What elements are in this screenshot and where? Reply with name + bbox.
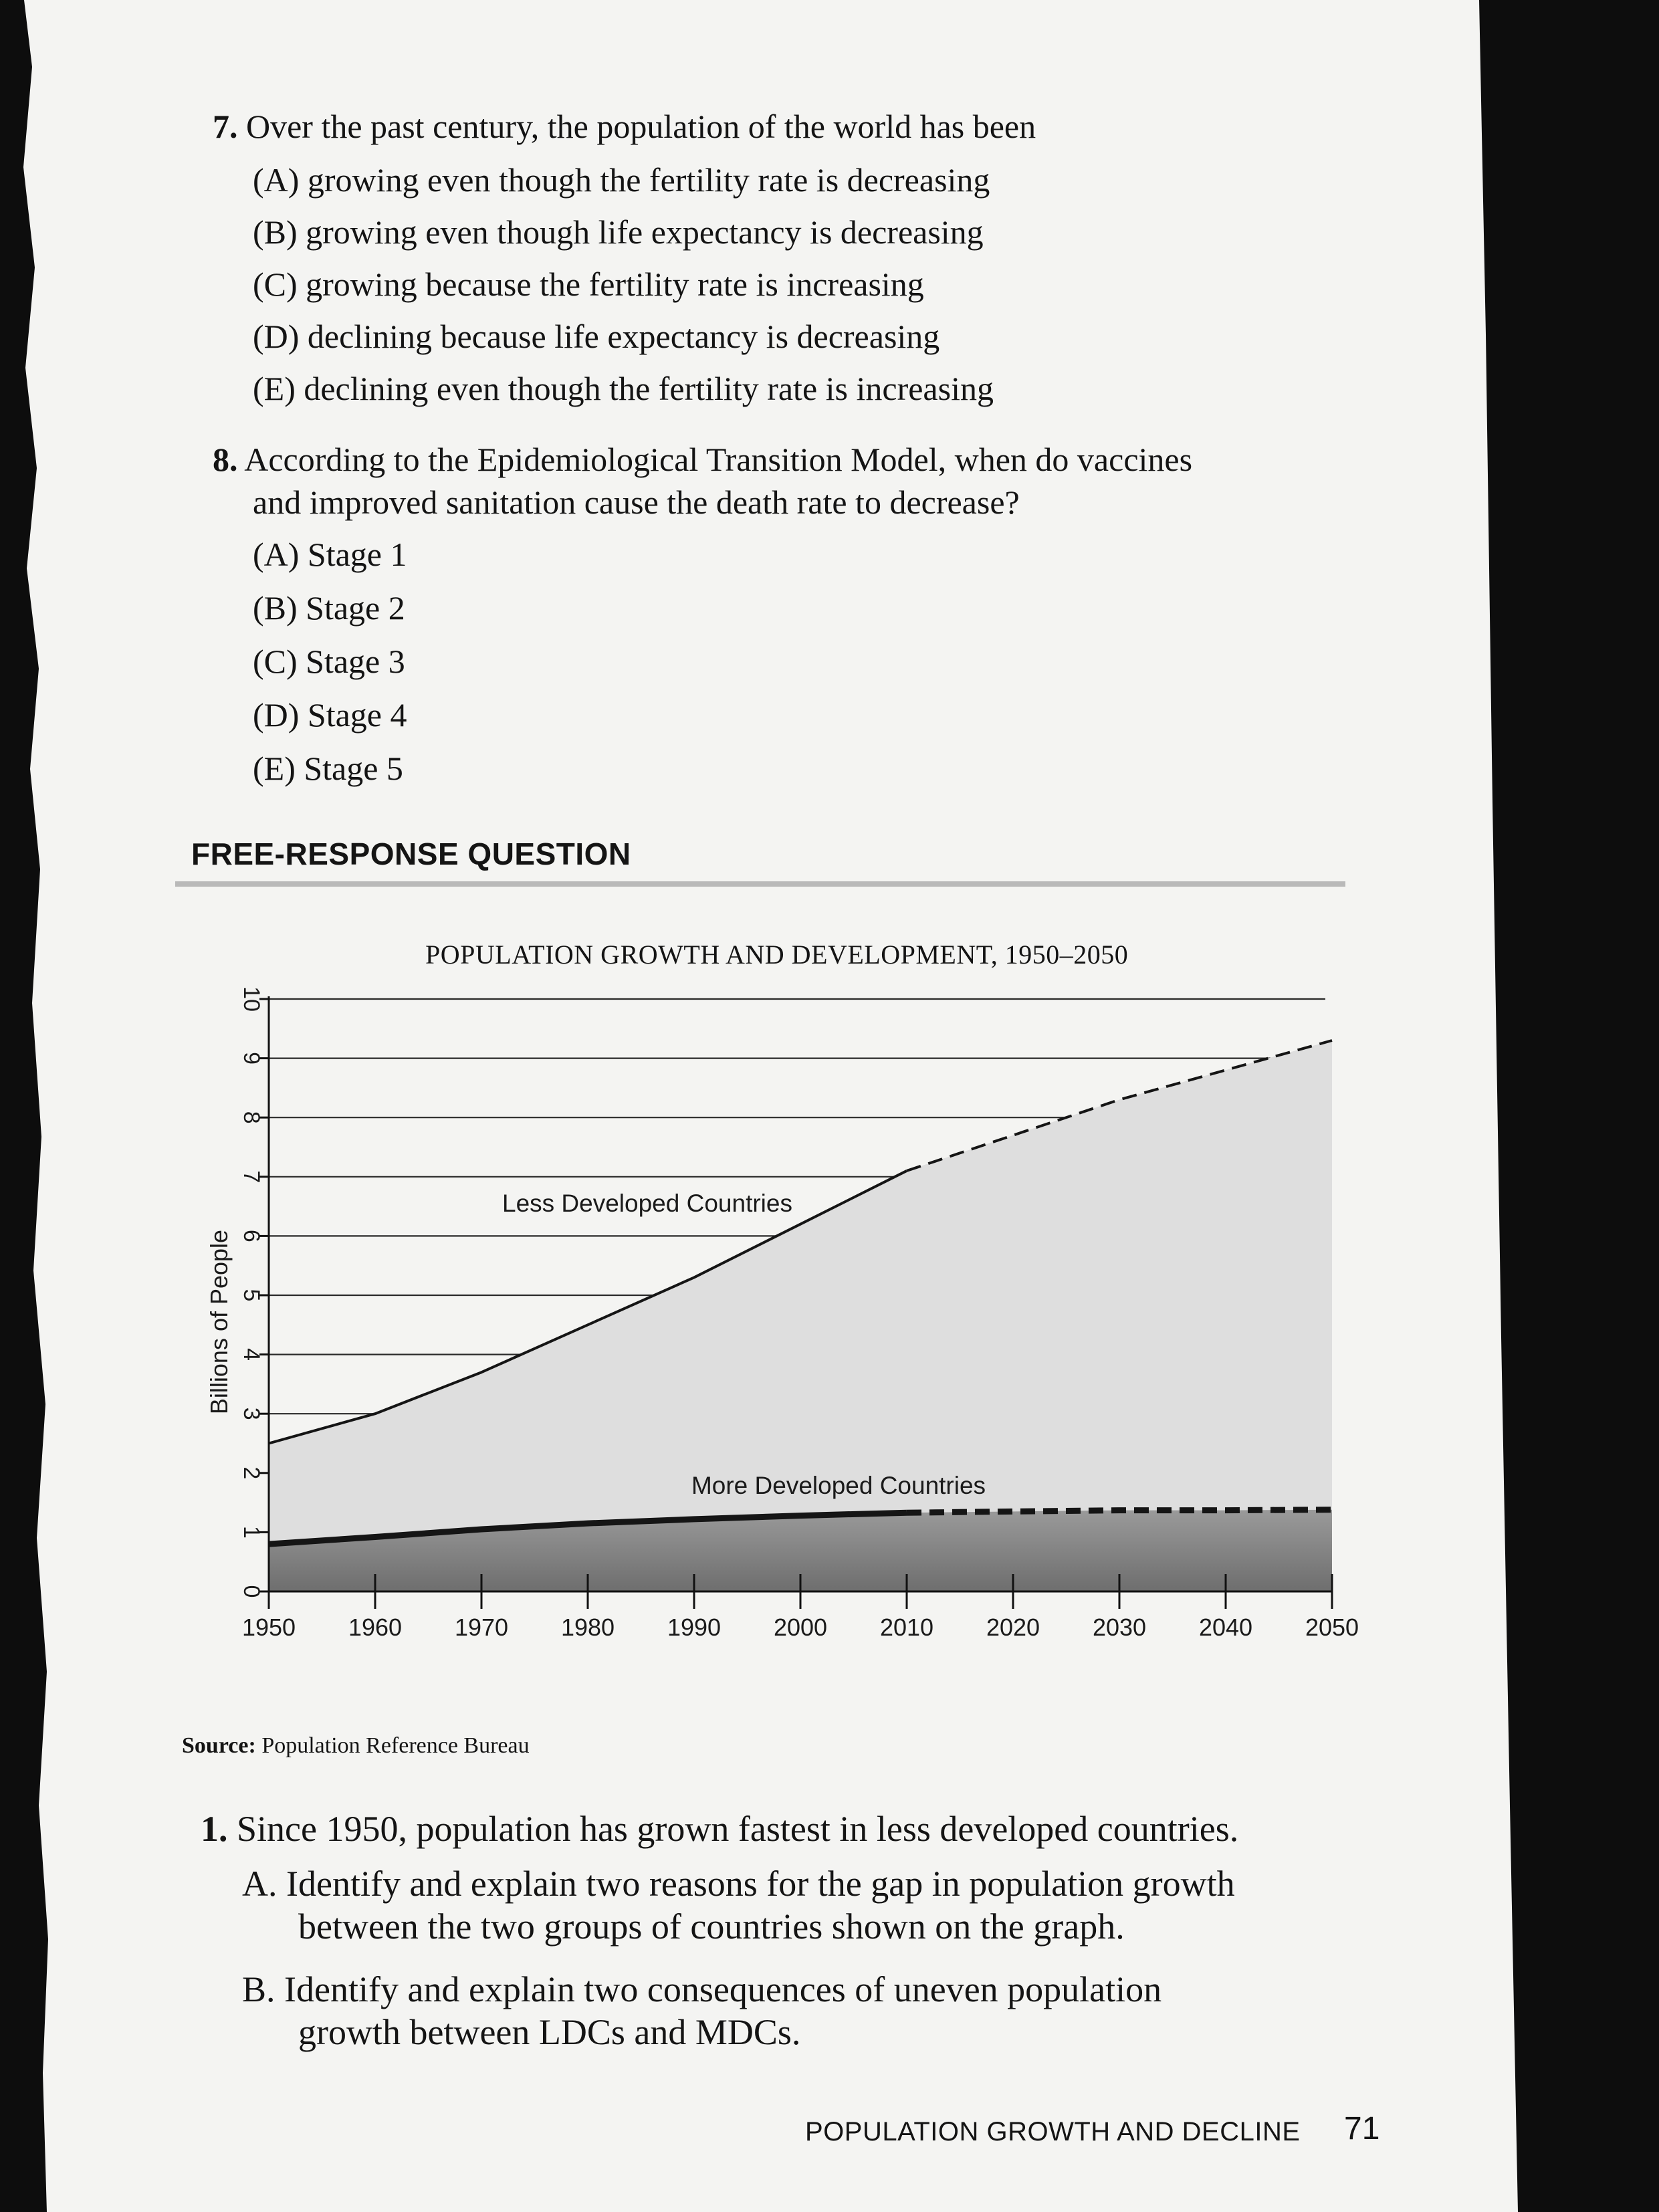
frq-part-b-text-1: Identify and explain two consequences of uneven population	[284, 1969, 1162, 2009]
question-8-number: 8.	[213, 441, 238, 478]
x-tick-label-2000: 2000	[773, 1614, 828, 1641]
x-tick-label-1960: 1960	[348, 1614, 403, 1641]
y-tick-label-6: 6	[239, 1229, 265, 1242]
frq-part-a-text-2: between the two groups of countries shown on the graph.	[298, 1906, 1125, 1947]
y-tick-label-4: 4	[239, 1348, 265, 1361]
frq-part-a-text-1: Identify and explain two reasons for the gap in population growth	[286, 1864, 1235, 1904]
question-8-option-e: (E) Stage 5	[253, 750, 403, 787]
y-tick-label-5: 5	[239, 1289, 265, 1302]
question-8-option-b: (B) Stage 2	[253, 589, 405, 627]
y-tick-label-9: 9	[239, 1052, 265, 1065]
x-tick-label-1990: 1990	[667, 1614, 722, 1641]
question-7-text: Over the past century, the population of the world has been	[246, 108, 1036, 145]
chart-source-text: Population Reference Bureau	[261, 1733, 530, 1758]
question-7-option-a: (A) growing even though the fertility rate is decreasing	[253, 161, 990, 199]
question-8-text-line-2: and improved sanitation cause the death rate to decrease?	[253, 483, 1020, 521]
frq-part-a-letter: A.	[242, 1864, 278, 1904]
question-8-option-d: (D) Stage 4	[253, 696, 407, 734]
y-tick-label-10: 10	[239, 986, 265, 1012]
y-axis-title: Billions of People	[205, 1229, 233, 1415]
footer-chapter-title: POPULATION GROWTH AND DECLINE	[805, 2117, 1301, 2146]
x-tick-label-2050: 2050	[1305, 1614, 1359, 1641]
y-tick-label-1: 1	[239, 1525, 265, 1539]
question-7-option-e: (E) declining even though the fertility rate is increasing	[253, 370, 994, 407]
page-number: 71	[1344, 2111, 1380, 2146]
chart-title: POPULATION GROWTH AND DEVELOPMENT, 1950–2050	[425, 939, 1129, 970]
x-tick-label-2040: 2040	[1198, 1614, 1253, 1641]
y-tick-label-7: 7	[239, 1170, 265, 1184]
x-tick-label-2030: 2030	[1092, 1614, 1147, 1641]
y-tick-label-2: 2	[239, 1466, 265, 1480]
frq-question-1-number: 1.	[201, 1809, 228, 1849]
x-tick-label-1950: 1950	[241, 1614, 296, 1641]
question-7-option-b: (B) growing even though life expectancy is decreasing	[253, 213, 984, 251]
frq-part-b-letter: B.	[242, 1969, 275, 2009]
frq-part-b-text-2: growth between LDCs and MDCs.	[298, 2012, 801, 2052]
x-tick-label-2020: 2020	[986, 1614, 1040, 1641]
frq-question-1	[201, 1811, 1238, 1847]
x-tick-label-1970: 1970	[454, 1614, 509, 1641]
ldc-series-label: Less Developed Countries	[502, 1190, 792, 1217]
ldc-area	[269, 1040, 1332, 1544]
question-7-number: 7.	[213, 108, 238, 145]
y-tick-label-0: 0	[239, 1585, 265, 1598]
frq-question-1-text: Since 1950, population has grown fastest in less developed countries.	[237, 1809, 1239, 1849]
y-tick-label-3: 3	[239, 1407, 265, 1420]
frq-part-a-line-1	[242, 1866, 1235, 1902]
x-tick-label-1980: 1980	[560, 1614, 615, 1641]
question-8-text-line-1: According to the Epidemiological Transition Model, when do vaccines	[244, 441, 1193, 478]
question-8-option-a: (A) Stage 1	[253, 536, 407, 573]
question-7-option-d: (D) declining because life expectancy is decreasing	[253, 318, 940, 355]
frq-heading: FREE-RESPONSE QUESTION	[191, 837, 631, 871]
question-8-option-c: (C) Stage 3	[253, 643, 405, 680]
frq-part-b-line-1	[242, 1971, 1162, 2007]
x-tick-label-2010: 2010	[879, 1614, 934, 1641]
chart-source	[182, 1733, 530, 1759]
mdc-series-label: More Developed Countries	[691, 1472, 986, 1499]
y-tick-label-8: 8	[239, 1111, 265, 1124]
chart-source-label: Source:	[182, 1733, 256, 1758]
question-7-option-c: (C) growing because the fertility rate is increasing	[253, 265, 924, 303]
